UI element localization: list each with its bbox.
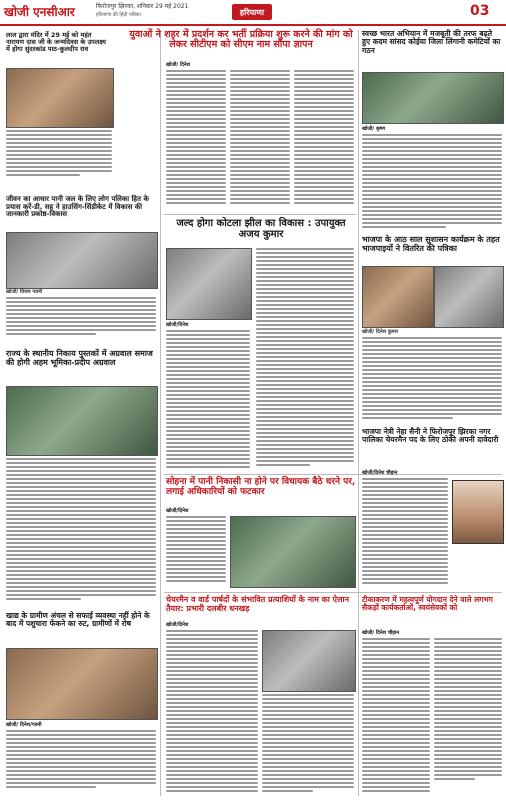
photo-jeevan (6, 232, 158, 289)
body-vaccination-col1 (362, 638, 430, 794)
headline-sohna: सोहना में पानी निकासी ना होने पर विधायक बैठे धरने पर, लगाई अधिकारियों को फटकार (166, 477, 356, 497)
headline-vaccination: टीकाकरण में महत्वपूर्ण योगदान देने वाले लगभग सैकड़ों कार्यकर्ताओं, स्वयंसेवकों को (362, 595, 493, 613)
headline-bjp-leader: भाजपा नेत्री नेहा सैनी ने फिरोजपुर झिरका नगर पालिका चेयरमैन पद के लिए ठोकी अपनी दावेदारी (362, 427, 499, 445)
body-chairman-col1 (166, 630, 258, 794)
photo-bjp-leader (452, 480, 504, 544)
body-sohna-col1 (166, 516, 226, 586)
byline-lake: खोजी/दिनेश (166, 322, 189, 328)
body-protest-col3 (294, 70, 354, 208)
body-lake-col2 (256, 248, 354, 470)
body-protest-col2 (230, 70, 290, 208)
photo-lake (166, 248, 252, 320)
headline-library: राज्य के स्थानीय निकाय पुस्तकों में अग्रवाल समाज की होगी अहम भूमिका-प्रदीप अग्रवाल (6, 349, 153, 367)
headline-protest: युवाओं ने शहर में प्रदर्शन कर भर्ती प्रक्रिया शुरू करने की मांग को लेकर सीटीएम को सीएम नाम सौंपा ज्ञापन (129, 29, 353, 51)
photo-bjp-2 (434, 266, 504, 328)
byline-cow: खोजी/ दिनेश/पवनी (6, 722, 42, 728)
body-bjp-leader (362, 478, 448, 588)
body-protest-col1 (166, 70, 226, 208)
tagline: हरियाणा की हिंदी पत्रिका (96, 12, 141, 18)
masthead-rule (0, 24, 506, 26)
headline-lake: जल्द होगा कोटला झील का विकास : उपायुक्त अजय कुमार (176, 218, 346, 240)
body-temple (6, 130, 112, 190)
photo-library (6, 386, 158, 456)
headline-jeevan: जीवन का आधार पानी जल के लिए लोग पलिका हित के प्रयास करें-डी. सह ने हाउसिंग-सिंडीकेट में विकास की जानकारी प्रकोष्ठ-विकास (6, 195, 149, 219)
issue-date: फिरोजपुर झिरका, शनिवार 29 मई 2021 (96, 3, 189, 10)
column-divider-left (160, 30, 161, 796)
headline-sanitation: स्वच्छ भारत अभियान में मजबूती की तरफ बढ़ते हुए कदम सांसद कोईया जिला लिंगानी कमेटियों का गठन (362, 29, 501, 55)
column-divider-right (358, 30, 359, 796)
headline-temple: लाल द्वारा मंदिर में 29 मई को महंत नारायण दास जी के जन्मदिवस के उपलक्ष्य में होगा सुंदरकांड पाठ-कुलदीप राव (6, 31, 106, 54)
byline-sanitation: खोजी/ कृष्ण (362, 126, 386, 132)
masthead (0, 0, 506, 24)
body-sanitation (362, 134, 502, 230)
page-number: 03 (470, 3, 490, 19)
photo-cow (6, 648, 158, 720)
body-lake-col1 (166, 330, 250, 470)
byline-sohna: खोजी/दिनेश (166, 508, 189, 514)
body-library (6, 458, 156, 606)
photo-chairman (262, 630, 356, 692)
photo-sohna (230, 516, 356, 588)
headline-bjp: भाजपा के आठ साल सुशासन कार्यक्रम के तहत भाजपाइयों ने वितरित की पत्रिका (362, 235, 500, 253)
headline-cow: खाद्य के ग्रामीण अंचल से सफाई व्यवस्था नहीं होने के बाद में पशुचारा फेंकने का रुट, ग्रामीणों में रोष (6, 611, 150, 629)
body-chairman-col2 (262, 694, 354, 794)
caption-jeevan: खोजी/ विजय पवनी (6, 289, 43, 295)
photo-bjp-1 (362, 266, 434, 328)
body-bjp (362, 337, 502, 423)
body-vaccination-col2 (434, 638, 502, 794)
byline-bjp-leader: खोजी/दिनेश चौहान (362, 470, 398, 476)
divider-chairman (164, 592, 502, 593)
brand-name: खोजी एनसीआर (4, 5, 75, 19)
body-jeevan (6, 297, 156, 345)
byline-protest: खोजी/ दिनेश (166, 62, 191, 68)
headline-chairman: चेयरमैन व वार्ड पार्षदों के संभावित प्रत्याशियों के नाम का ऐलान तैयार: प्रभारी दलबीर धनखड़ (166, 595, 350, 613)
photo-temple (6, 68, 114, 128)
divider-lake (164, 214, 356, 215)
photo-sanitation (362, 72, 504, 124)
byline-vaccination: खोजी/ दिनेश चौहान (362, 630, 400, 636)
divider-sohna (164, 474, 502, 475)
body-cow (6, 730, 156, 796)
caption-bjp: खोजी/ दिनेश कुमार (362, 329, 398, 335)
section-badge: हरियाणा (232, 4, 272, 20)
byline-chairman: खोजी/दिनेश (166, 622, 189, 628)
